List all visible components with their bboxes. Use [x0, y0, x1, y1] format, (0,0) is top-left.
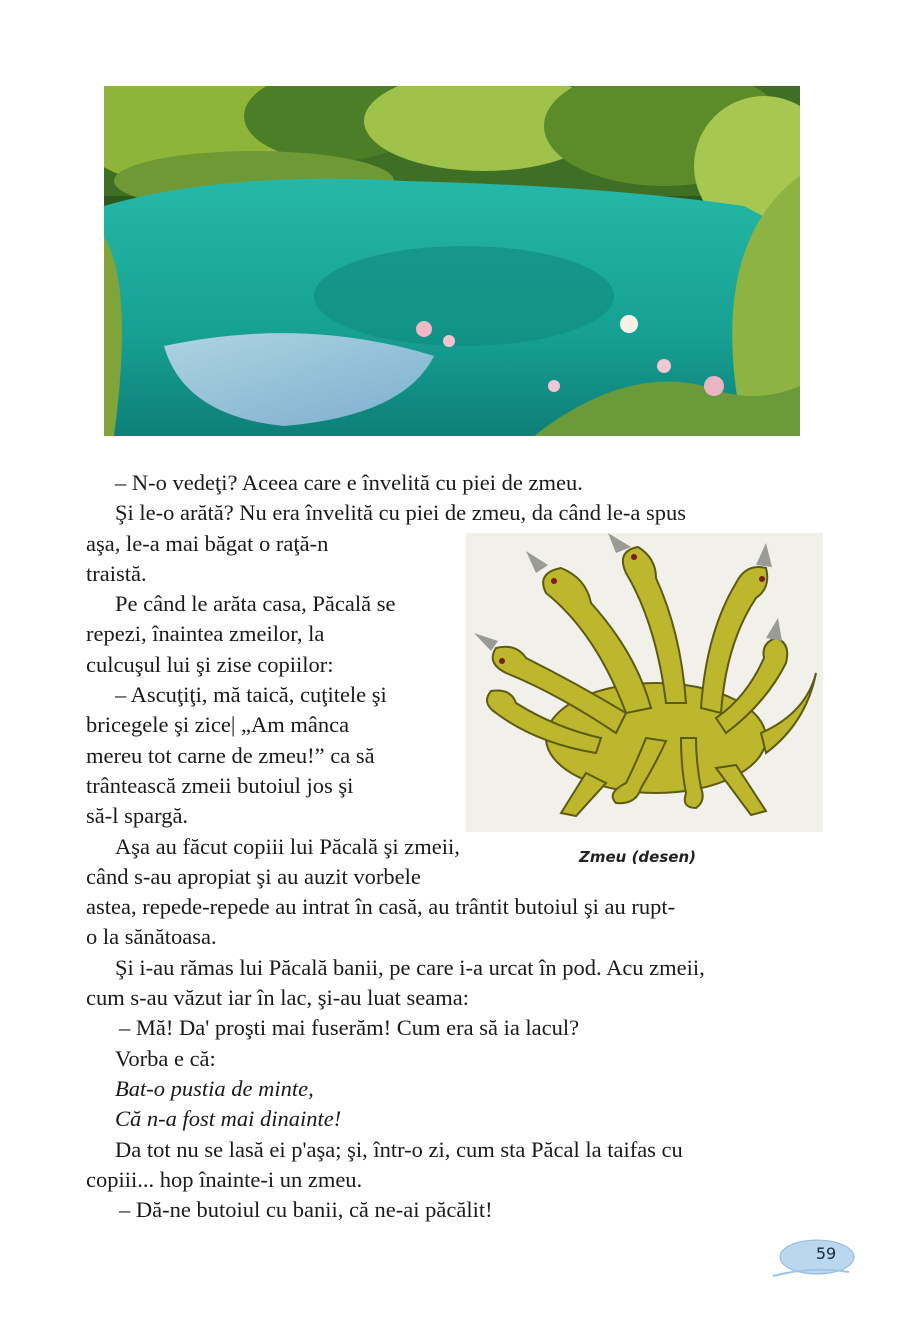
text-line: trântească zmeii butoiul jos şi	[86, 772, 354, 798]
text-line: Vorba e că:	[115, 1045, 216, 1071]
text-line: – N-o vedeţi? Aceea care e învelită cu piei de zmeu.	[115, 470, 583, 495]
figure-caption: Zmeu (desen)	[579, 848, 696, 866]
text-line: copiii... hop înainte-i un zmeu.	[86, 1166, 363, 1192]
text-line: bricegele şi zice| „Am mânca	[86, 712, 350, 738]
text-line: – Ascuţiţi, mă taică, cuţitele şi	[115, 682, 387, 708]
text-line: Aşa au făcut copiii lui Păcală şi zmeii,	[115, 833, 460, 859]
text-line: cum s-au văzut iar în lac, şi-au luat seama:	[86, 985, 469, 1011]
text-line: – Mă! Da' proşti mai fuserăm! Cum era să ia lacul?	[119, 1015, 580, 1041]
text-line: – Dă-ne butoiul cu banii, că ne-ai păcălit!	[119, 1197, 493, 1223]
text-line: mereu tot carne de zmeu!” ca să	[86, 742, 375, 768]
text-line: astea, repede-repede au intrat în casă, au trântit butoiul şi au rupt-	[86, 894, 676, 920]
text-line: Pe când le arăta casa, Păcală se	[115, 591, 396, 617]
text-line: aşa, le-a mai băgat o raţă-n	[86, 530, 329, 556]
page-number: 59	[815, 1244, 837, 1263]
verse-line: Bat-o pustia de minte,	[115, 1075, 314, 1101]
text-line: Şi le-o arătă? Nu era învelită cu piei de zmeu, da când le-a spus	[115, 500, 687, 526]
verse-line: Că n-a fost mai dinainte!	[115, 1106, 342, 1132]
dragon-illustration	[466, 533, 823, 832]
lake-photo	[104, 86, 800, 436]
text-line: traistă.	[86, 560, 147, 586]
text-line: să-l spargă.	[86, 803, 189, 829]
text-line: când s-au apropiat şi au auzit vorbele	[86, 863, 421, 889]
text-line: Şi i-au rămas lui Păcală banii, pe care i-a urcat în pod. Acu zmeii,	[115, 954, 705, 980]
text-line: culcuşul lui şi zise copiilor:	[86, 651, 334, 677]
text-line: o la sănătoasa.	[86, 924, 217, 950]
text-line: repezi, înaintea zmeilor, la	[86, 621, 325, 647]
text-line: Da tot nu se lasă ei p'aşa; şi, într-o zi, cum sta Păcal la taifas cu	[115, 1136, 683, 1162]
